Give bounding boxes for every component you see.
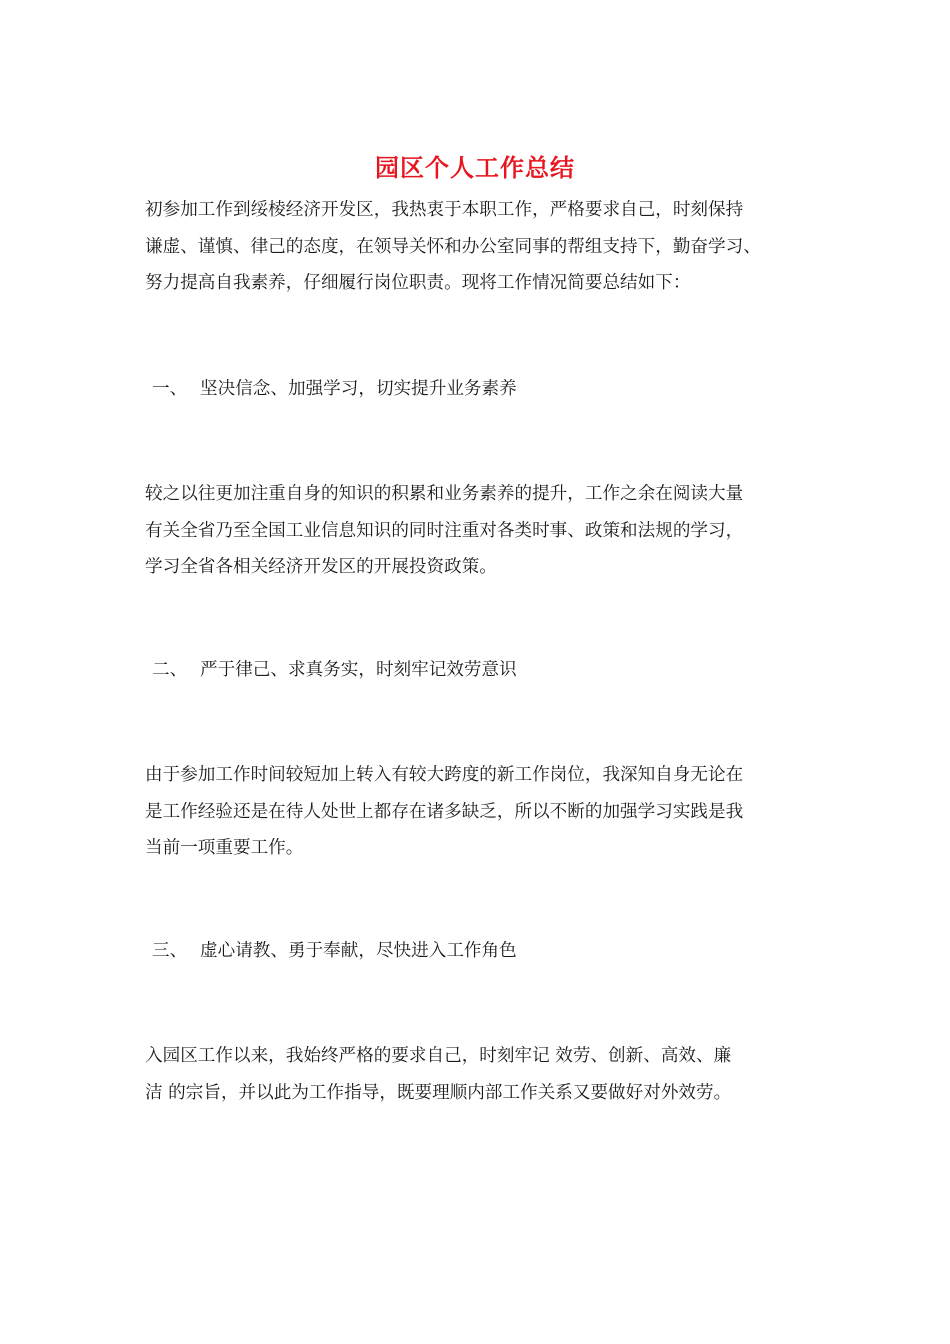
intro-paragraph [145,192,815,302]
intro-line: 谦虚、谨慎、律己的态度，在领导关怀和办公室同事的帮组支持下，勤奋学习、 [145,236,761,257]
section-1-line: 有关全省乃至全国工业信息知识的同时注重对各类时事、政策和法规的学习， [145,520,744,541]
section-2-line: 是工作经验还是在待人处世上都存在诸多缺乏，所以不断的加强学习实践是我 [145,801,744,822]
section-1-paragraph [145,476,815,586]
intro-line: 努力提高自我素养，仔细履行岗位职责。现将工作情况简要总结如下： [145,273,691,293]
section-2-heading-text: 严于律己、求真务实，时刻牢记效劳意识 [200,660,517,680]
section-1-line: 学习全省各相关经济开发区的开展投资政策。 [145,557,497,577]
section-2-number: 二、 [152,660,188,680]
section-3-line: 入园区工作以来，我始终严格的要求自己，时刻牢记 效劳、创新、高效、廉 [145,1046,732,1066]
section-3-paragraph [145,1038,815,1111]
section-2-line: 当前一项重要工作。 [145,838,304,858]
section-1-heading-text: 坚决信念、加强学习，切实提升业务素养 [200,379,517,399]
section-2-heading [152,655,517,685]
section-2-line: 由于参加工作时间较短加上转入有较大跨度的新工作岗位，我深知自身无论在 [145,765,744,785]
section-3-heading [152,936,517,966]
intro-line: 初参加工作到绥棱经济开发区，我热衷于本职工作，严格要求自己，时刻保持 [145,200,744,220]
section-1-line: 较之以往更加注重自身的知识的积累和业务素养的提升，工作之余在阅读大量 [145,484,744,504]
section-1-heading [152,374,517,404]
section-3-line: 洁 的宗旨，并以此为工作指导，既要理顺内部工作关系又要做好对外效劳。 [145,1082,732,1103]
section-1-number: 一、 [152,379,188,399]
section-3-number: 三、 [152,941,188,961]
document-title: 园区个人工作总结 [375,153,575,182]
section-3-heading-text: 虚心请教、勇于奉献，尽快进入工作角色 [200,941,517,961]
section-2-paragraph [145,757,815,867]
